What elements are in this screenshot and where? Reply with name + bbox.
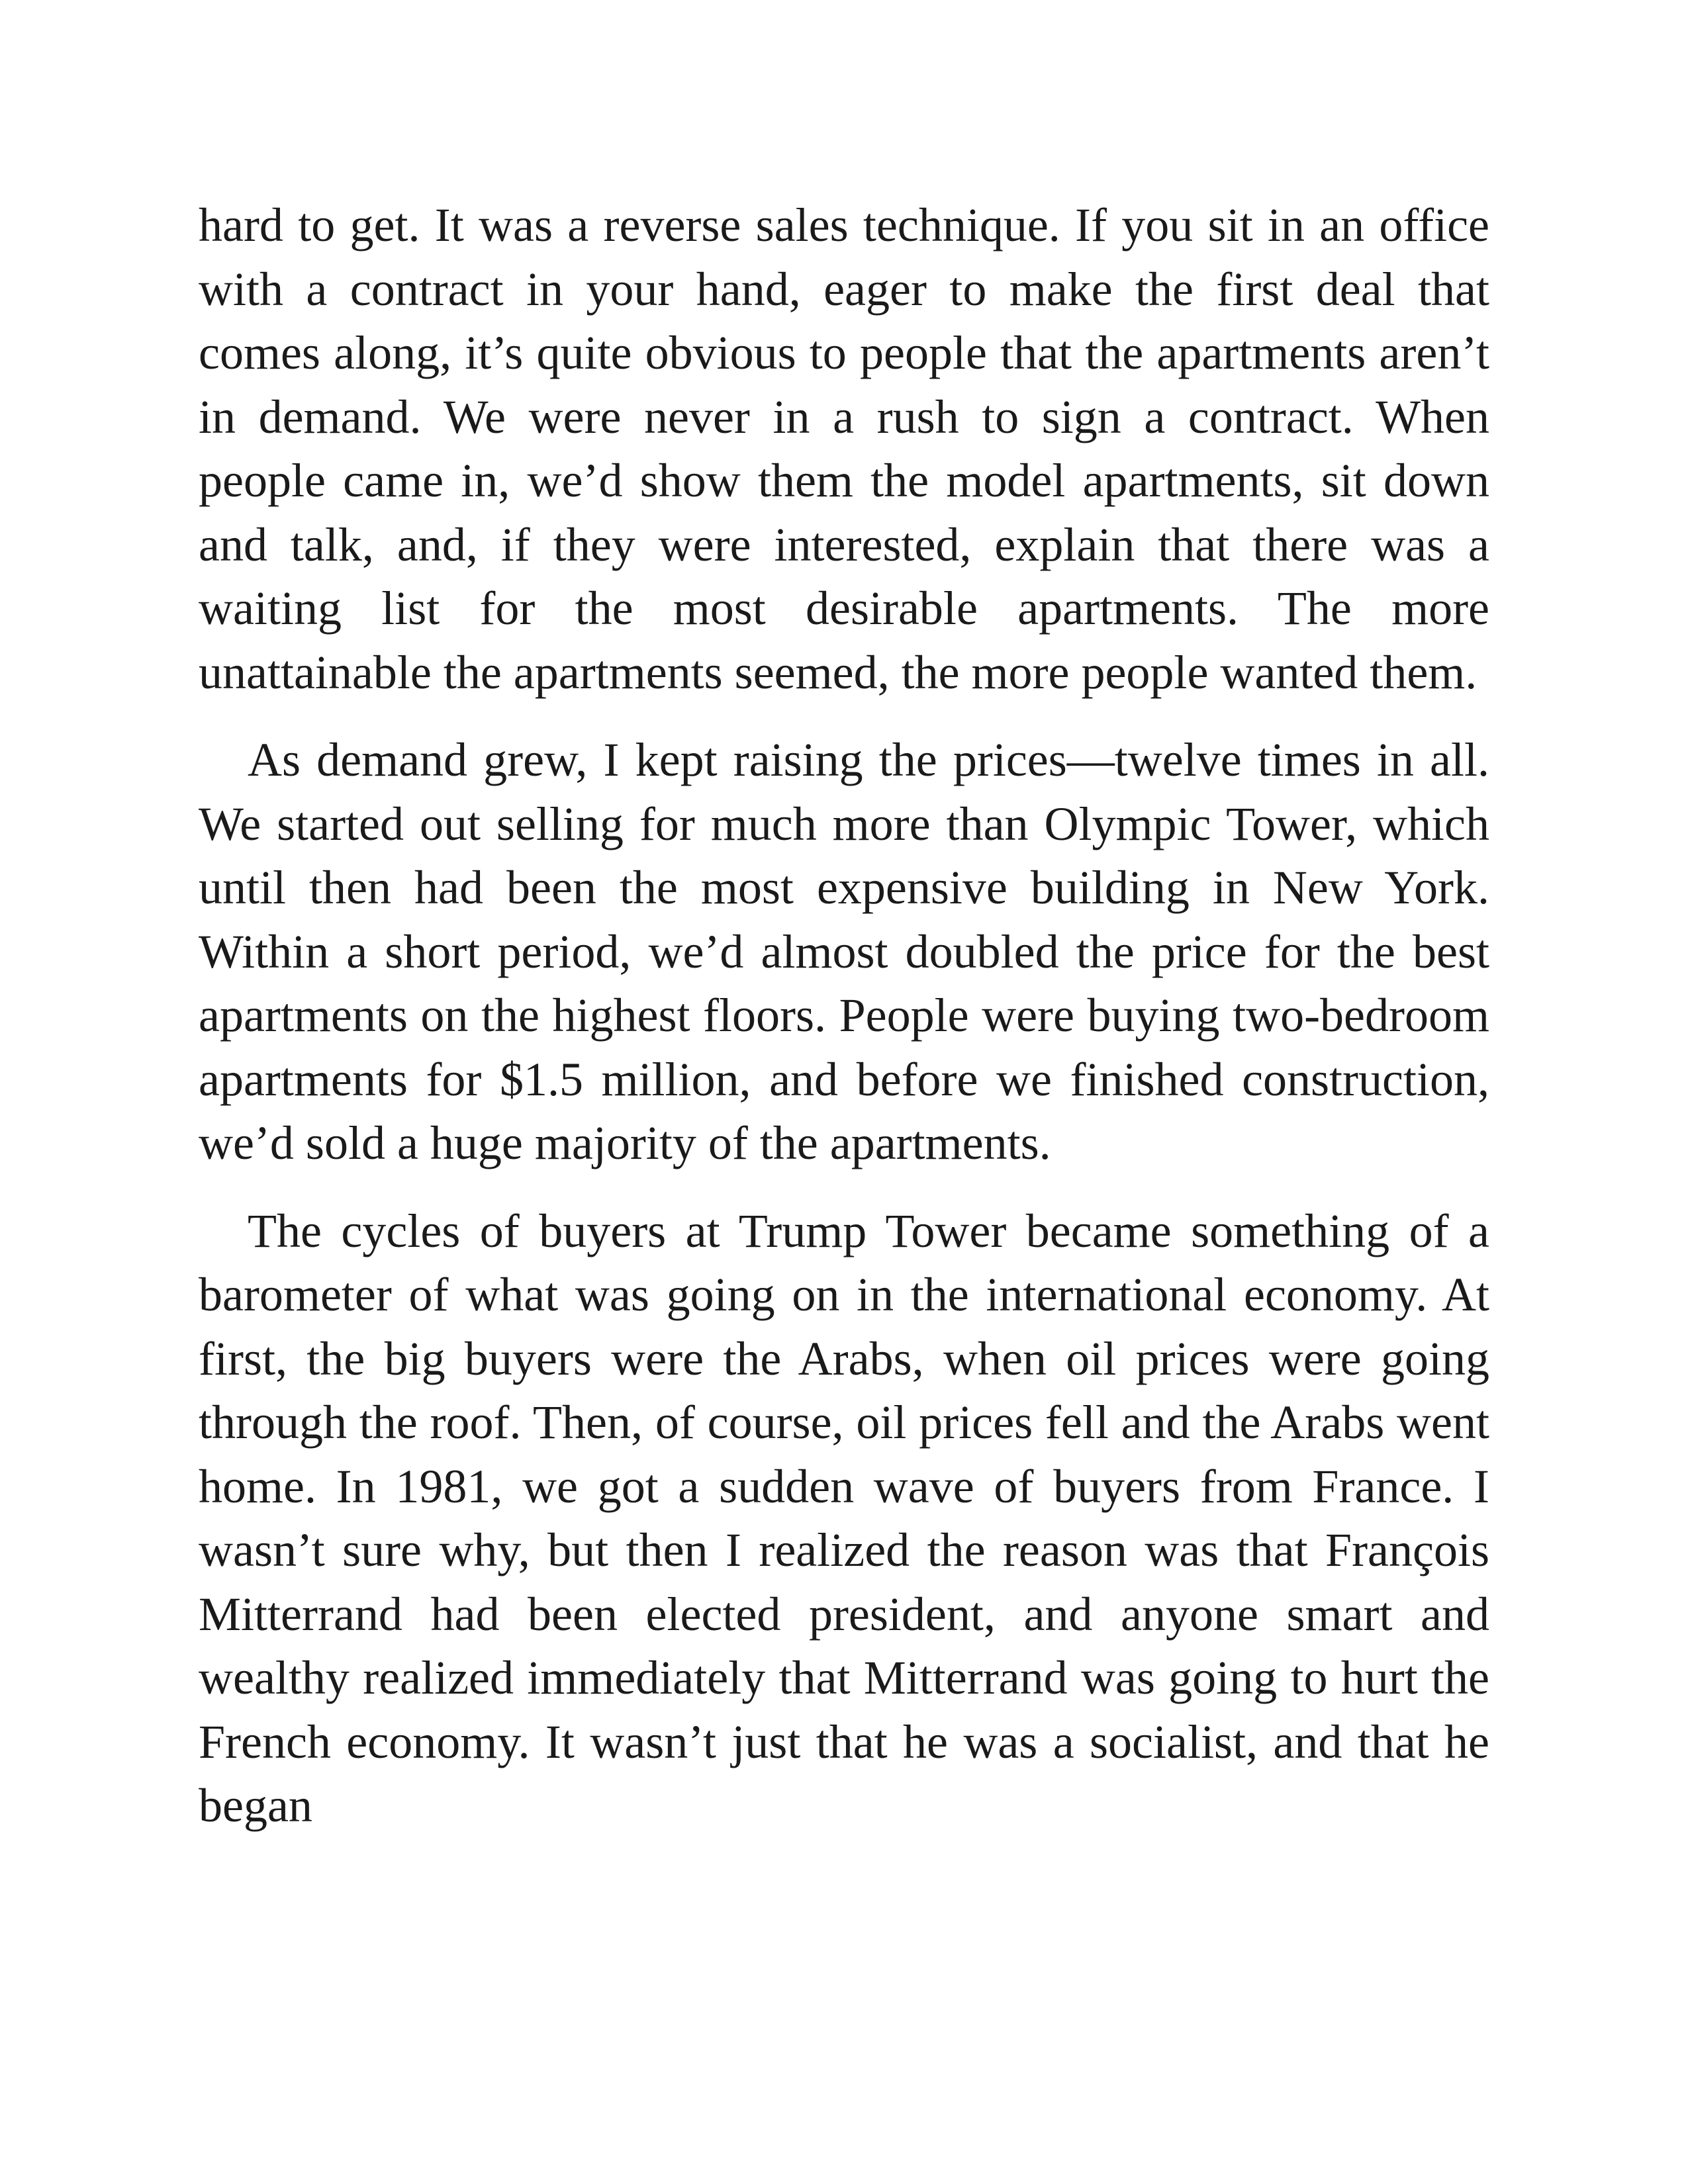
body-text	[199, 193, 1489, 1838]
paragraph-2: As demand grew, I kept raising the prices—twelve times in all. We started out selling for much more than Olympic Tower, which until then had been the most expensive building in New York. Within a short period, we’d almost doubled the price for the best apartments on the highest floors. People were buying two-bedroom apartments for $1.5 million, and before we finished construction, we’d sold a huge majority of the apartments.	[199, 733, 1489, 1169]
paragraph-3: The cycles of buyers at Trump Tower became something of a barometer of what was going on in the international economy. At first, the big buyers were the Arabs, when oil prices were going through the roof. Then, of course, oil prices fell and the Arabs went home. In 1981, we got a sudden wave of buyers from France. I wasn’t sure why, but then I realized the reason was that François Mitterrand had been elected president, and anyone smart and wealthy realized immediately that Mitterrand was going to hurt the French economy. It wasn’t just that he was a socialist, and that he began	[199, 1204, 1489, 1832]
paragraph-1: hard to get. It was a reverse sales technique. If you sit in an office with a contract in your hand, eager to make the first deal that comes along, it’s quite obvious to people that the apartments aren’t in demand. We were never in a rush to sign a contract. When people came in, we’d show them the model apartments, sit down and talk, and, if they were interested, explain that there was a waiting list for the most desirable apartments. The more unattainable the apartments seemed, the more people wanted them.	[199, 199, 1489, 699]
